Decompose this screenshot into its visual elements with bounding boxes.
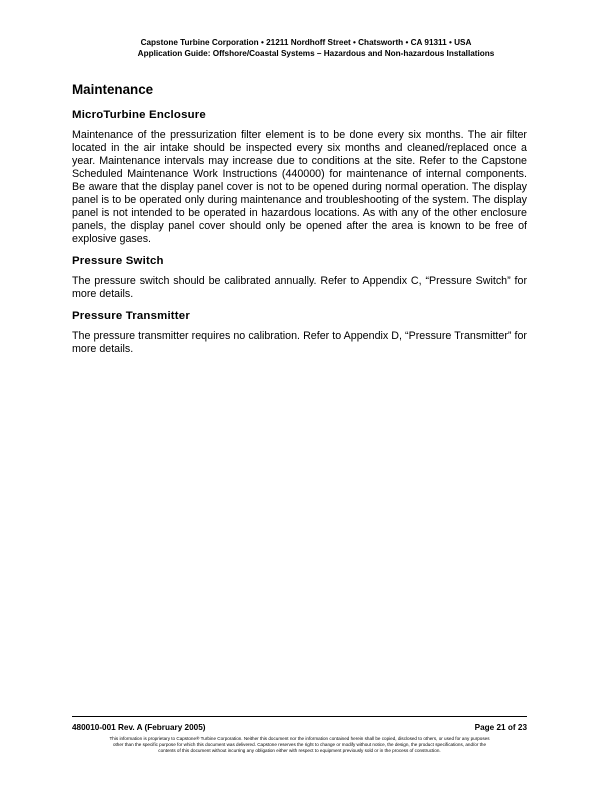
section-microturbine-enclosure (72, 108, 527, 246)
footer-divider (72, 716, 527, 717)
section-pressure-switch (72, 254, 527, 301)
main-content (72, 82, 527, 364)
section-body: The pressure transmitter requires no calibration. Refer to Appendix D, “Pressure Transmitter” for more details. (72, 330, 527, 355)
header-company-address: Capstone Turbine Corporation • 21211 Nordhoff Street • Chatsworth • CA 91311 • USA (140, 38, 472, 47)
header-document-title: Application Guide: Offshore/Coastal Systems – Hazardous and Non-hazardous Installations (137, 49, 495, 58)
disclaimer-line: other than the specific purpose for which this document was delivered. Capstone reserves the right to change or modify without notice, the design, the product specifications, and/or the (112, 742, 487, 748)
disclaimer-line: This information is proprietary to Capstone® Turbine Corporation. Neither this document nor the information contained herein shall be copied, disclosed to others, or used for any purposes (109, 736, 490, 741)
page-title: Maintenance (72, 82, 154, 97)
section-heading: MicroTurbine Enclosure (72, 109, 206, 121)
section-pressure-transmitter (72, 309, 527, 356)
disclaimer-line: contents of this document without incurring any obligation either with respect to equipment previously sold or in the process of construction. (158, 748, 441, 754)
proprietary-disclaimer (72, 736, 527, 755)
document-number: 480010-001 Rev. A (February 2005) (72, 723, 206, 732)
page-footer (72, 722, 527, 755)
section-body: Maintenance of the pressurization filter element is to be done every six months. The air filter located in the air intake should be inspected every six months and cleaned/replaced once a year. Maintenance intervals may increase due to conditions at the site. Refer to the Capstone Scheduled Maintenance Work Instructions (440000) for maintenance of internal components. Be aware that the display panel cover is not to be opened during normal operation. The display panel is to be operated only during maintenance and troubleshooting of the system. The display panel is not intended to be operated in hazardous locations. As with any of the other enclosure panels, the display panel cover should only be opened after the area is known to be free of explosive gases. (72, 129, 527, 245)
section-heading: Pressure Transmitter (72, 310, 190, 322)
page-header (0, 37, 612, 59)
page-number: Page 21 of 23 (474, 723, 527, 732)
section-body: The pressure switch should be calibrated annually. Refer to Appendix C, “Pressure Switch” for more details. (72, 275, 527, 300)
section-heading: Pressure Switch (72, 255, 164, 267)
